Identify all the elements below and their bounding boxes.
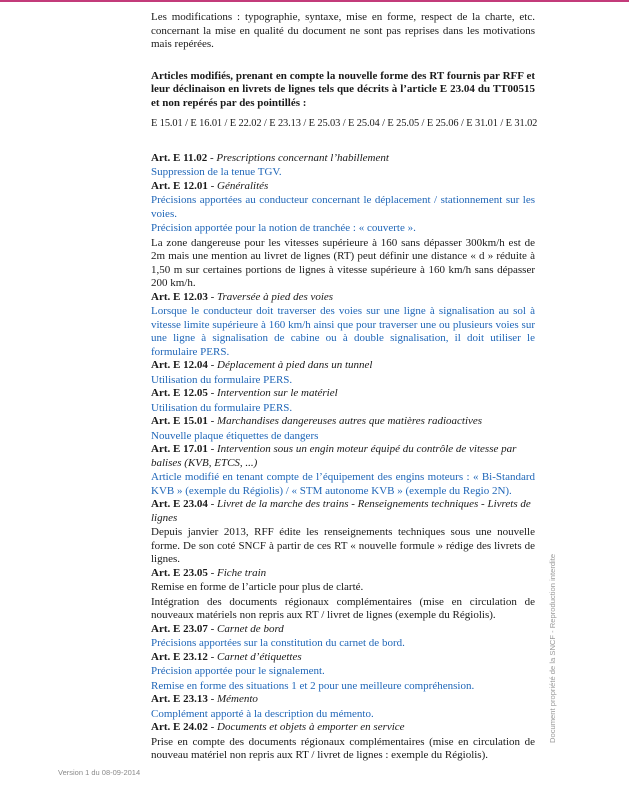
article-separator: - [207,443,217,455]
article-separator: - [207,566,217,579]
article-heading [151,651,535,665]
article-title: Fiche train [217,566,267,579]
articles-section [151,152,535,763]
article-number: Art. E 23.05 [151,566,208,579]
article-entry [151,651,535,694]
article-paragraph: Nouvelle plaque étiquettes de dangers [151,429,319,442]
article-heading [151,359,535,373]
article-separator: - [207,290,217,303]
article-paragraph: Article modifié en tenant compte de l’équipement des engins moteurs : « Bi-Standard KVB » (exemple du Régiolis) / « STM autonome KVB » (exemple du Regio 2N). [151,471,535,497]
article-heading [151,415,535,429]
article-heading [151,693,535,707]
article-entry [151,387,535,415]
article-title: Carnet de bord [217,622,284,635]
article-paragraph: Depuis janvier 2013, RFF édite les renseignements techniques sous une nouvelle forme. De son coté SNCF à partir de ces RT « nouvelle formule » rédige des livrets de lignes. [151,526,535,565]
article-entry [151,415,535,443]
article-entry [151,180,535,291]
article-paragraph: Lorsque le conducteur doit traverser des voies sur une ligne à signalisation au sol à vitesse limite supérieure à 160 km/h ainsi que pour traverser une ou plusieurs voies sur une ligne à signalisation de cabine ou à double signalisation, il doit utiliser le formulaire PERS. [151,305,535,358]
article-separator: - [207,359,217,371]
article-paragraph: Remise en forme de l’article pour plus de clarté. [151,581,364,593]
article-number: Art. E 23.13 [151,693,208,705]
article-separator: - [207,693,217,705]
article-title: Prescriptions concernant l’habillement [216,151,389,164]
article-title: Livret de la marche des trains - Renseignements techniques - Livrets de lignes [151,498,531,524]
article-separator: - [207,498,217,510]
article-number: Art. E 24.02 [151,721,208,733]
article-separator: - [207,179,217,192]
article-separator: - [207,151,217,164]
article-title: Carnet d’étiquettes [217,650,302,663]
article-separator: - [207,622,217,635]
modified-articles-heading: Articles modifiés, prenant en compte la nouvelle forme des RT fournis par RFF et leur déclinaison en livrets de lignes tels que décrits à l’article E 23.04 du TT00515 et non repérés par des pointillés : [151,69,535,109]
article-separator: - [207,721,217,733]
article-title: Déplacement à pied dans un tunnel [217,359,373,371]
article-heading [151,387,535,401]
article-heading [151,623,535,637]
version-footer: Version 1 du 08-09-2014 [58,768,141,777]
copyright-side-note: Document propriété de la SNCF - Reproduction interdite [548,553,557,743]
article-heading [151,498,535,525]
page-content [151,11,538,763]
article-title: Traversée à pied des voies [217,290,334,303]
article-paragraph: Remise en forme des situations 1 et 2 pour une meilleure compréhension. [151,679,475,692]
modified-articles-list: E 15.01 / E 16.01 / E 22.02 / E 23.13 / E 25.03 / E 25.04 / E 25.05 / E 25.06 / E 31.01 / E 31.02 [151,118,538,129]
article-heading [151,180,535,194]
article-separator: - [207,650,217,663]
article-entry [151,567,535,623]
article-entry [151,498,535,567]
article-paragraph: Utilisation du formulaire PERS. [151,401,293,414]
article-number: Art. E 23.07 [151,622,208,635]
article-paragraph: Précision apportée pour le signalement. [151,665,325,677]
top-accent-line [0,0,629,2]
article-number: Art. E 15.01 [151,415,208,427]
article-separator: - [207,415,217,427]
article-heading [151,567,535,581]
article-paragraph: La zone dangereuse pour les vitesses supérieure à 160 sans dépasser 300km/h est de 2m mais une mention au livret de lignes (RT) peut définir une distance « d » réduite à 1,50 m sur certaines portions de lignes à vitesse supérieure à 160 km/h sans dépasser 200 km/h. [151,236,535,289]
article-number: Art. E 11.02 [151,151,208,164]
article-title: Généralités [217,179,269,192]
article-entry [151,693,535,721]
article-paragraph: Suppression de la tenue TGV. [151,166,282,178]
article-number: Art. E 12.01 [151,179,208,192]
article-title: Intervention sur le matériel [217,387,338,399]
article-entry [151,152,535,180]
article-paragraph: Précisions apportées sur la constitution du carnet de bord. [151,637,405,649]
article-paragraph: Prise en compte des documents régionaux complémentaires (mise en circulation de nouveau matériel non repris aux RT / livret de lignes : exemple du Régiolis). [151,735,535,761]
article-entry [151,623,535,651]
article-number: Art. E 23.04 [151,498,208,510]
intro-paragraph: Les modifications : typographie, syntaxe, mise en forme, respect de la charte, etc. concernant la mise en qualité du document ne sont pas reprises dans les motivations mais repérées. [151,11,535,50]
article-title: Marchandises dangereuses autres que matières radioactives [217,415,483,427]
article-number: Art. E 17.01 [151,443,208,455]
article-title: Intervention sous un engin moteur équipé du contrôle de vitesse par balises (KVB, ETCS, ...) [151,443,517,469]
article-entry [151,721,535,763]
article-number: Art. E 12.05 [151,387,208,399]
article-entry [151,291,535,360]
article-number: Art. E 23.12 [151,650,208,663]
article-entry [151,359,535,387]
article-heading [151,443,535,470]
article-heading [151,152,535,166]
article-paragraph: Complément apporté à la description du mémento. [151,707,374,720]
article-number: Art. E 12.04 [151,359,208,371]
article-heading [151,721,535,735]
article-separator: - [207,387,217,399]
article-paragraph: Intégration des documents régionaux complémentaires (mise en circulation de nouveaux matériels non repris aux RT / livret de lignes (exemple du Régiolis). [151,595,535,621]
article-entry [151,443,535,498]
article-paragraph: Précision apportée pour la notion de tranchée : « couverte ». [151,222,416,234]
article-heading [151,291,535,305]
article-paragraph: Précisions apportées au conducteur concernant le déplacement / stationnement sur les voies. [151,194,535,220]
article-title: Documents et objets à emporter en service [217,721,405,733]
article-paragraph: Utilisation du formulaire PERS. [151,373,293,386]
article-title: Mémento [217,693,258,705]
article-number: Art. E 12.03 [151,290,208,303]
